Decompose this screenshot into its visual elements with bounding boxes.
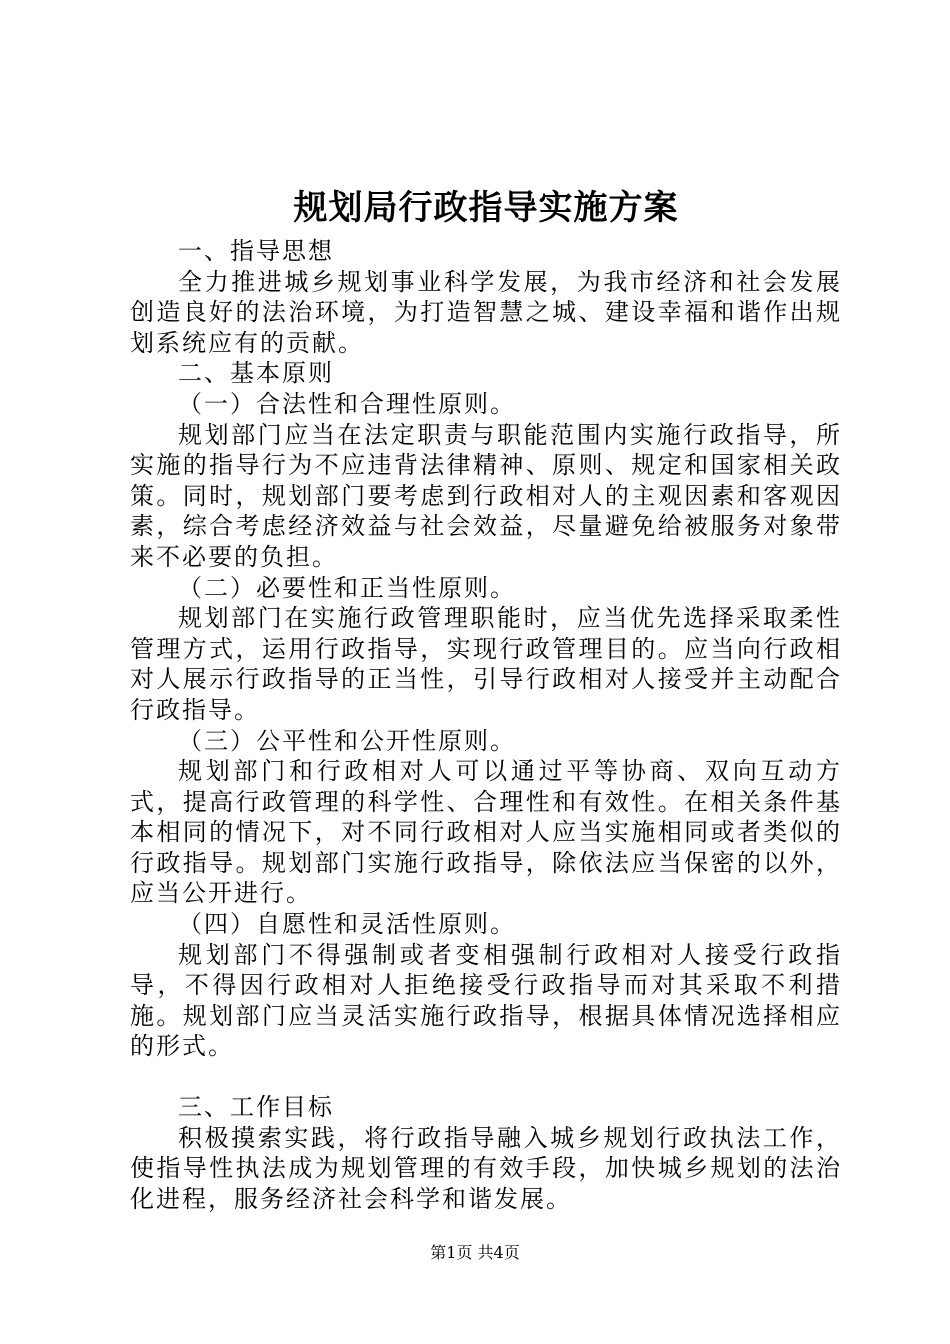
paragraph-guiding-thought: 全力推进城乡规划事业科学发展，为我市经济和社会发展创造良好的法治环境，为打造智慧之城、建设幸福和谐作出规划系统应有的贡献。 <box>130 267 842 357</box>
page-footer: 第1页 共4页 <box>430 1243 520 1262</box>
heading-work-goals: 三、工作目标 <box>178 1093 334 1122</box>
subheading-principle-3: （三）公平性和公开性原则。 <box>178 726 516 755</box>
document-body <box>130 236 842 1214</box>
subheading-principle-2: （二）必要性和正当性原则。 <box>178 573 516 602</box>
subheading-principle-4: （四）自愿性和灵活性原则。 <box>178 910 516 939</box>
paragraph-principle-1: 规划部门应当在法定职责与职能范围内实施行政指导，所实施的指导行为不应违背法律精神、原则、规定和国家相关政策。同时，规划部门要考虑到行政相对人的主观因素和客观因素，综合考虑经济效益与社会效益，尽量避免给被服务对象带来不必要的负担。 <box>130 420 842 571</box>
document-title: 规划局行政指导实施方案 <box>293 188 679 228</box>
paragraph-principle-3: 规划部门和行政相对人可以通过平等协商、双向互动方式，提高行政管理的科学性、合理性和有效性。在相关条件基本相同的情况下，对不同行政相对人应当实施相同或者类似的行政指导。规划部门实施行政指导，除依法应当保密的以外，应当公开进行。 <box>130 757 842 908</box>
heading-basic-principles: 二、基本原则 <box>178 359 334 388</box>
paragraph-work-goals: 积极摸索实践，将行政指导融入城乡规划行政执法工作，使指导性执法成为规划管理的有效手段，加快城乡规划的法治化进程，服务经济社会科学和谐发展。 <box>130 1123 842 1213</box>
subheading-principle-1: （一）合法性和合理性原则。 <box>178 389 516 418</box>
paragraph-gap <box>130 1062 842 1092</box>
paragraph-principle-2: 规划部门在实施行政管理职能时，应当优先选择采取柔性管理方式，运用行政指导，实现行政管理目的。应当向行政相对人展示行政指导的正当性，引导行政相对人接受并主动配合行政指导。 <box>130 604 842 724</box>
heading-guiding-thought: 一、指导思想 <box>178 237 334 265</box>
paragraph-principle-4: 规划部门不得强制或者变相强制行政相对人接受行政指导，不得因行政相对人拒绝接受行政指导而对其采取不利措施。规划部门应当灵活实施行政指导，根据具体情况选择相应的形式。 <box>130 940 842 1061</box>
